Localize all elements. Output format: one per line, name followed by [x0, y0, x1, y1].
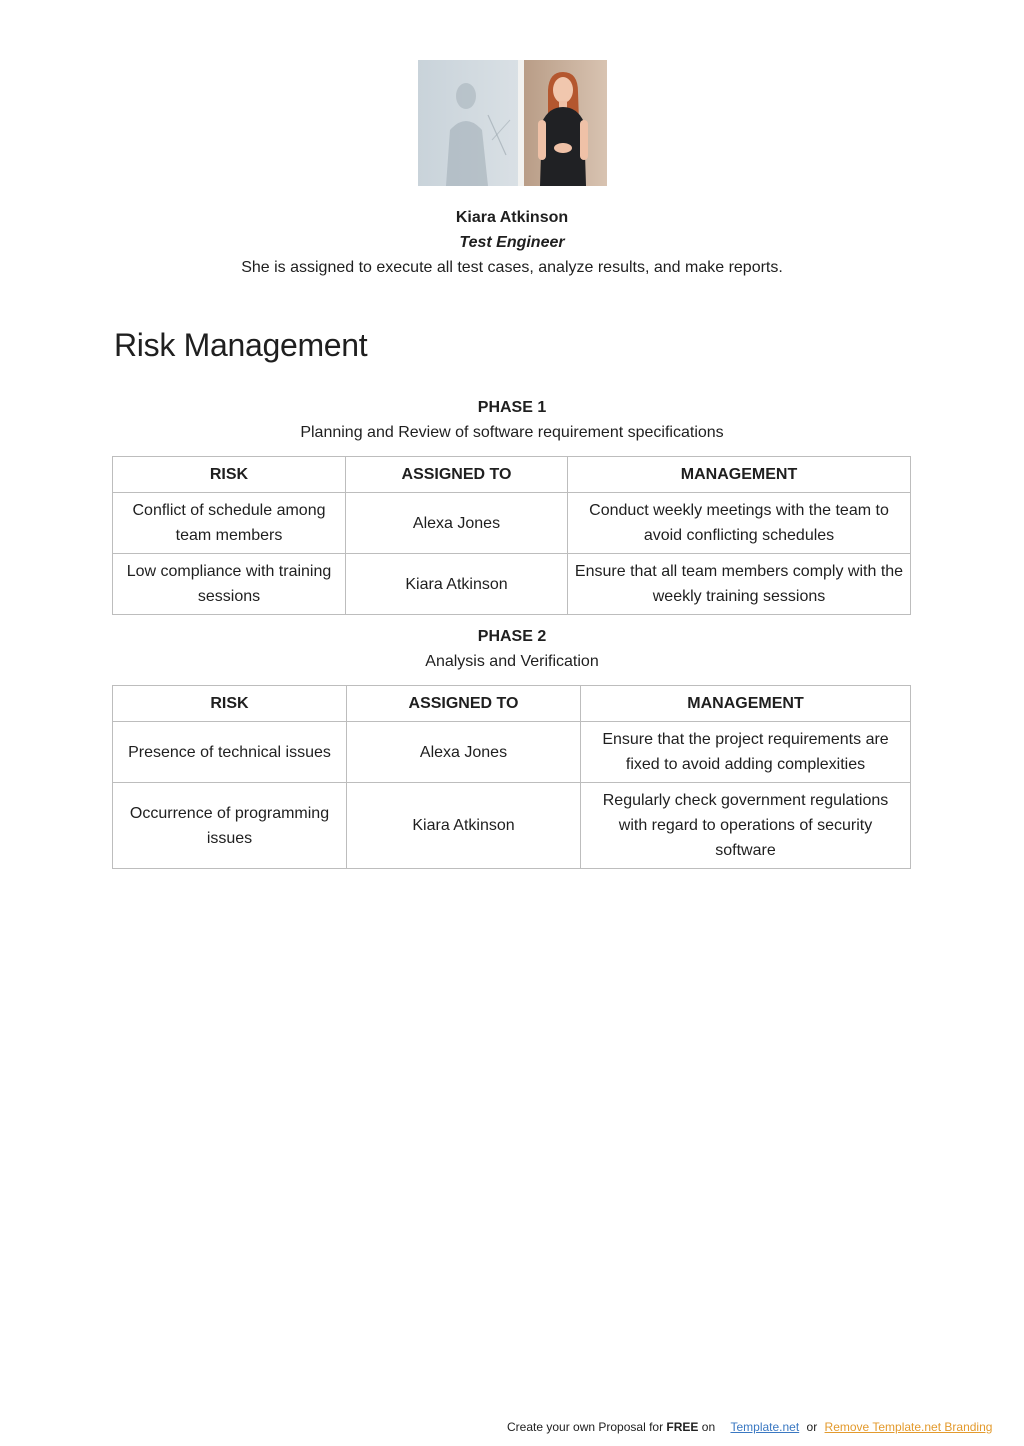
- column-header-assigned-to: ASSIGNED TO: [346, 457, 568, 493]
- management-cell: Regularly check government regulations with regard to operations of security software: [581, 783, 911, 869]
- remove-branding-link[interactable]: Remove Template.net Branding: [824, 1420, 993, 1434]
- profile-description: She is assigned to execute all test cases, analyze results, and make reports.: [241, 259, 783, 276]
- column-header-risk: RISK: [113, 457, 346, 493]
- assigned-to-cell: Alexa Jones: [347, 722, 581, 783]
- table-header-row: [113, 686, 911, 722]
- footer-or: or: [806, 1420, 818, 1434]
- phase-1-title: PHASE 1: [477, 399, 547, 416]
- table-row: [113, 722, 911, 783]
- risk-cell: Occurrence of programming issues: [113, 783, 347, 869]
- phase-2-subtitle: Analysis and Verification: [425, 653, 599, 670]
- management-cell: Conduct weekly meetings with the team to avoid conflicting schedules: [568, 493, 911, 554]
- phase-2-risk-table: [112, 685, 911, 869]
- assigned-to-cell: Alexa Jones: [346, 493, 568, 554]
- phase-1-risk-table: [112, 456, 911, 615]
- profile-role: Test Engineer: [459, 234, 565, 251]
- risk-cell: Conflict of schedule among team members: [113, 493, 346, 554]
- assigned-to-cell: Kiara Atkinson: [346, 554, 568, 615]
- template-net-link[interactable]: Template.net: [730, 1420, 800, 1434]
- table-row: [113, 493, 911, 554]
- footer-prefix: Create your own Proposal for: [507, 1420, 667, 1434]
- column-header-risk: RISK: [113, 686, 347, 722]
- assigned-to-cell: Kiara Atkinson: [347, 783, 581, 869]
- footer-free: FREE: [666, 1420, 699, 1434]
- table-header-row: [113, 457, 911, 493]
- phase-2-title: PHASE 2: [477, 628, 547, 645]
- column-header-assigned-to: ASSIGNED TO: [347, 686, 581, 722]
- footer-branding: [507, 1418, 992, 1436]
- phase-1-subtitle: Planning and Review of software requirement specifications: [300, 424, 724, 441]
- profile-photo: [418, 60, 607, 186]
- table-row: [113, 554, 911, 615]
- footer-on: on: [698, 1420, 716, 1434]
- risk-cell: Presence of technical issues: [113, 722, 347, 783]
- management-cell: Ensure that the project requirements are fixed to avoid adding complexities: [581, 722, 911, 783]
- management-cell: Ensure that all team members comply with the weekly training sessions: [568, 554, 911, 615]
- profile-name: Kiara Atkinson: [455, 209, 569, 226]
- risk-cell: Low compliance with training sessions: [113, 554, 346, 615]
- section-heading: Risk Management: [114, 327, 368, 363]
- column-header-management: MANAGEMENT: [568, 457, 911, 493]
- column-header-management: MANAGEMENT: [581, 686, 911, 722]
- table-row: [113, 783, 911, 869]
